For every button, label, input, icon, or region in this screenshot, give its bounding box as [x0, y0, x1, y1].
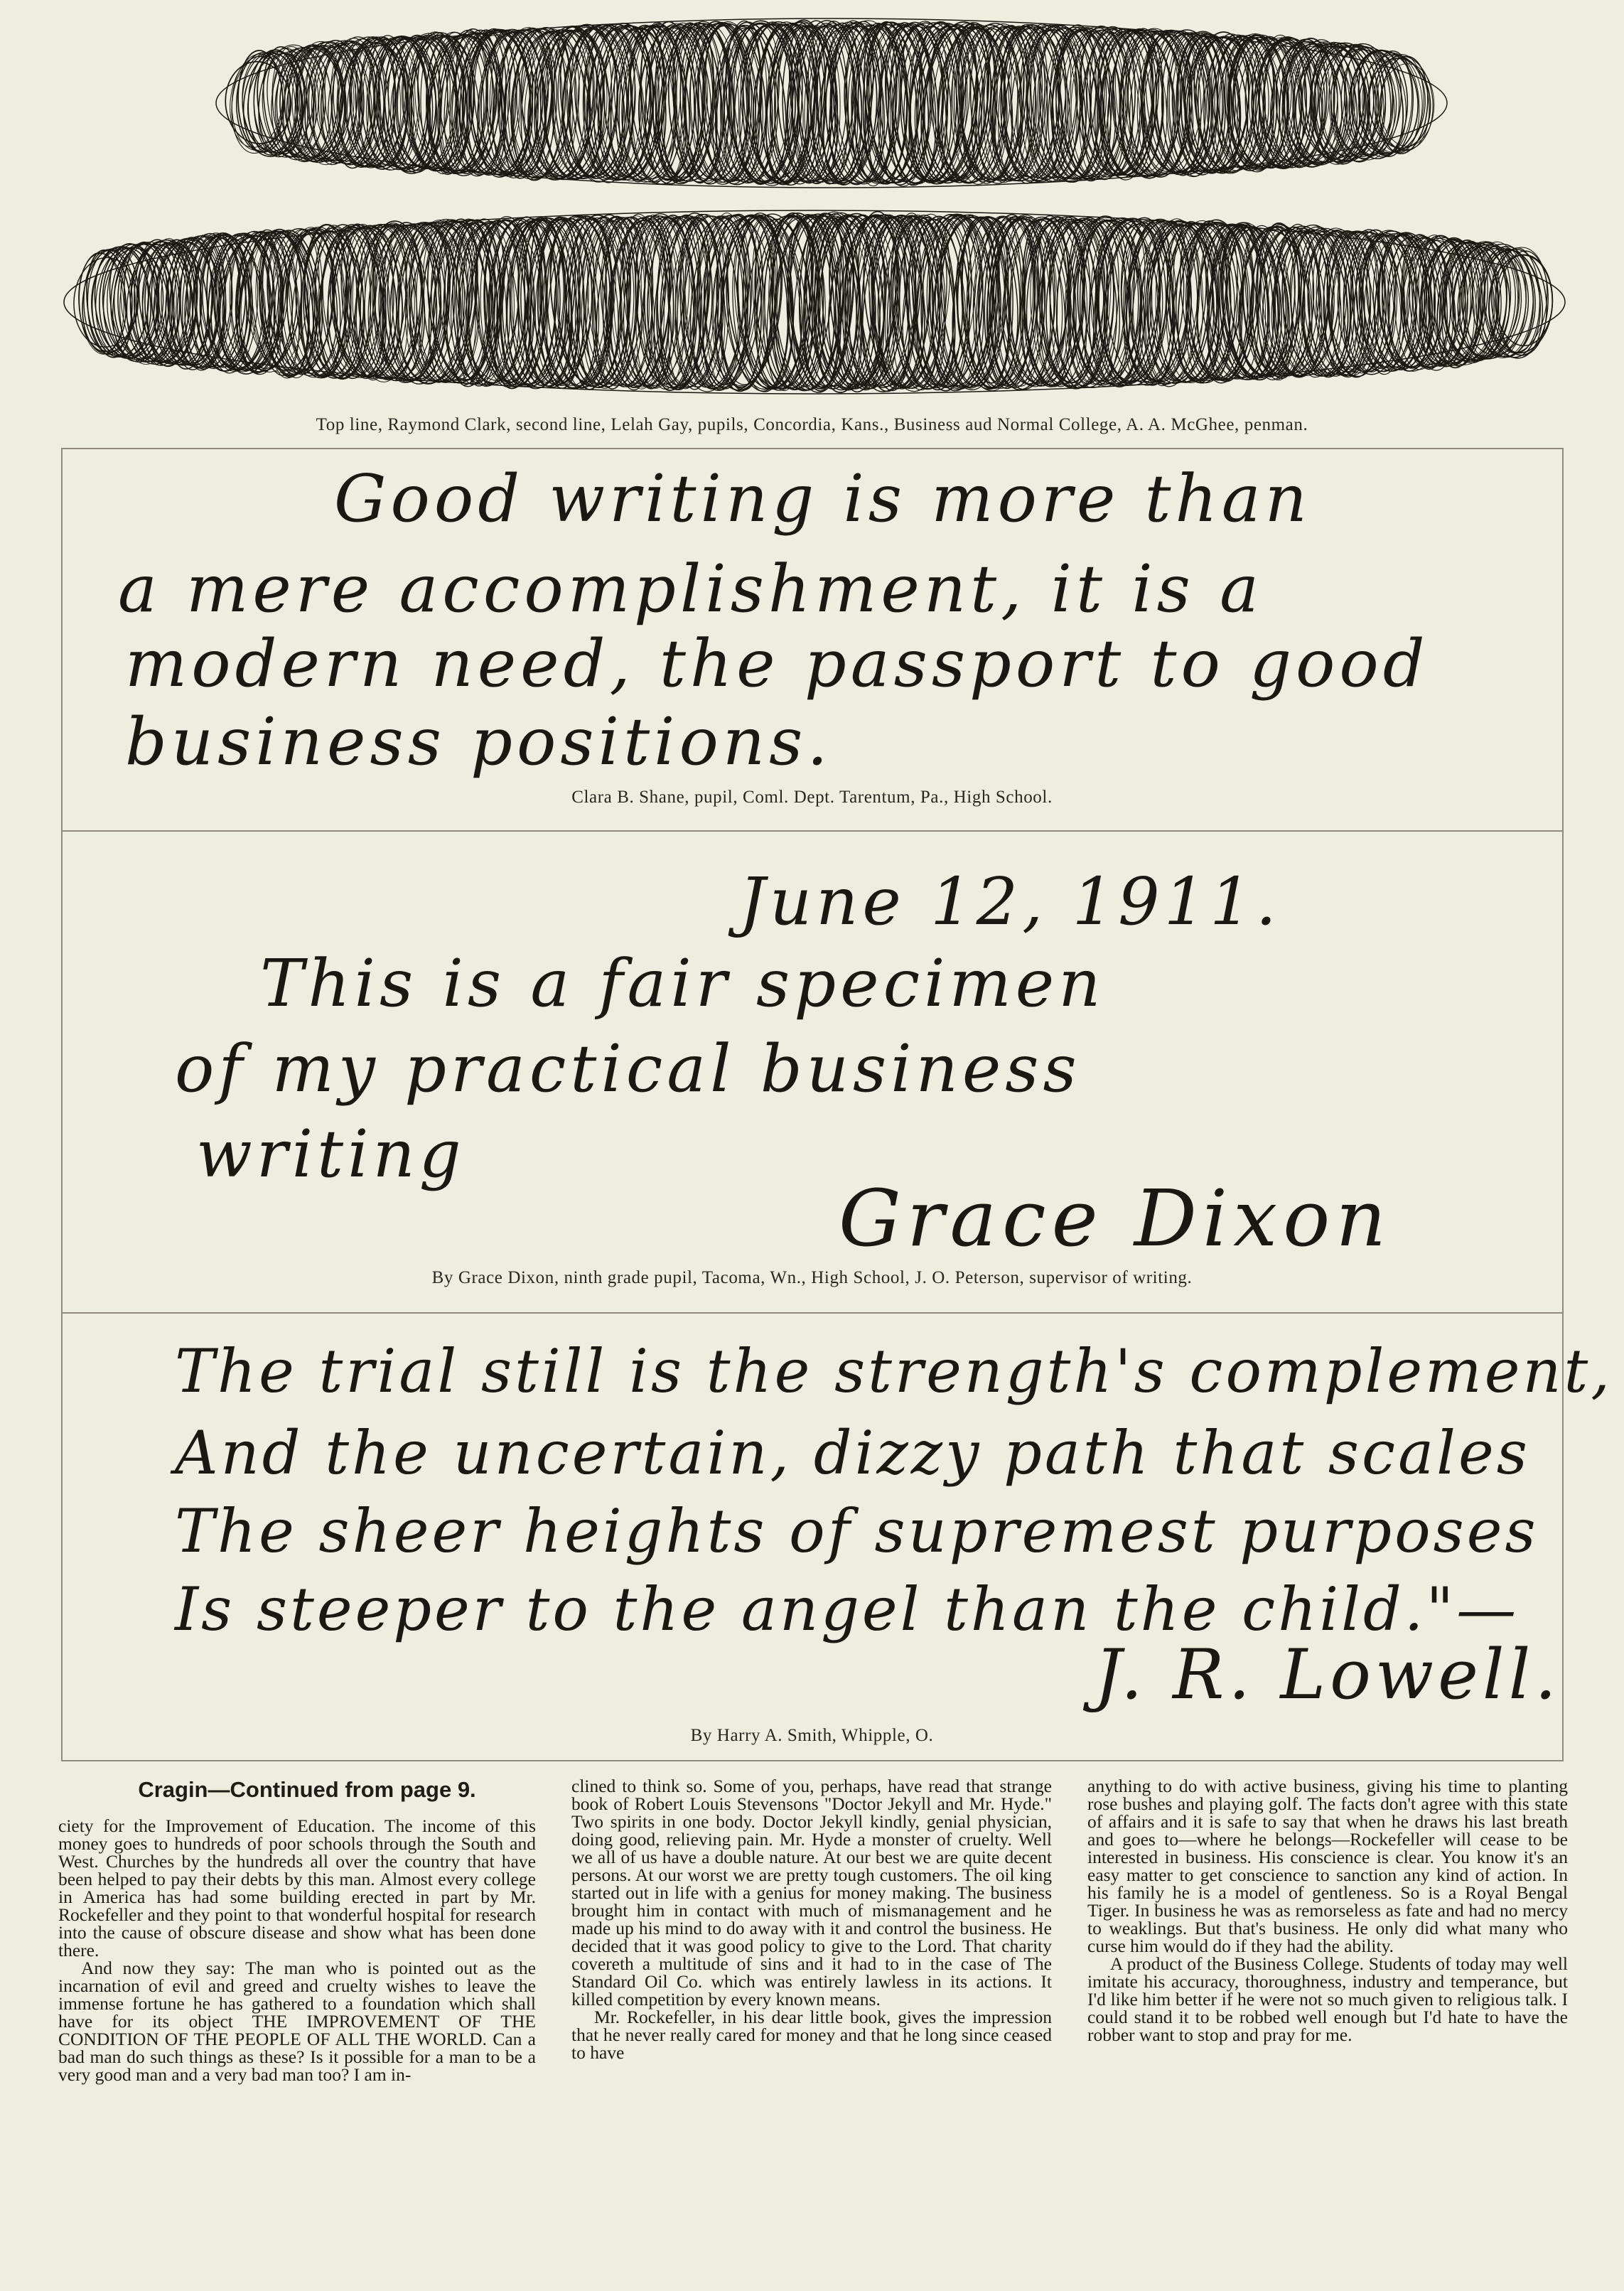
specimen-1-caption: Clara B. Shane, pupil, Coml. Dept. Tarentum, Pa., High School. — [571, 788, 1053, 807]
article-title: Cragin—Continued from page 9. — [138, 1777, 476, 1802]
specimen-2-line-2: of my practical business — [175, 1031, 1081, 1107]
oval-drill-bottom — [61, 206, 1568, 398]
specimen-3-line-4: Is steeper to the angel than the child."— — [175, 1574, 1520, 1644]
divider-1 — [61, 830, 1564, 832]
specimen-2-line-3: writing — [196, 1116, 466, 1192]
specimen-2-caption: By Grace Dixon, ninth grade pupil, Tacoma, Wn., High School, J. O. Peterson, supervisor of writing. — [431, 1268, 1193, 1287]
specimen-2-date: June 12, 1911. — [739, 864, 1281, 940]
specimen-3-signature: J. R. Lowell. — [1095, 1635, 1561, 1715]
article-column-2 — [571, 1777, 1052, 2061]
frame-bottom-rule — [61, 1760, 1564, 1761]
specimen-3-line-3: The sheer heights of supremest purposes — [175, 1496, 1539, 1566]
specimen-3-line-1: The trial still is the strength's complement, — [175, 1336, 1613, 1406]
drills-caption: Top line, Raymond Clark, second line, Lelah Gay, pupils, Concordia, Kans., Business aud Normal College, A. A. McGhee, penman. — [316, 415, 1308, 434]
specimen-2-line-1: This is a fair specimen — [260, 945, 1105, 1021]
divider-2 — [61, 1312, 1564, 1314]
specimen-1-line-2: a mere accomplishment, it is a — [118, 551, 1263, 627]
col1-para-1: ciety for the Improvement of Education. The income of this money goes to hundreds of poor schools through the South and West. Churches by the hundreds all over the country that have been helped to pay their debts by this man. Almost every college in America has had some building erected in part by Mr. Rockefeller and they point to that wonderful hospital for research into the cause of obscure disease and show what has been done there. — [58, 1815, 536, 1960]
article-column-3 — [1087, 1777, 1568, 2044]
oval-drill-top — [213, 14, 1450, 192]
col3-para-2: A product of the Business College. Students of today may well imitate his accuracy, thoroughness, industry and temperance, but I'd like him better if he were not so much given to religious talk. I could stand it to be robbed well enough but I'd hate to have the robber want to stop and pray for me. — [1087, 1953, 1568, 2045]
col3-para-1: anything to do with active business, giving his time to planting rose bushes and playing golf. The facts don't agree with this state of affairs and it is safe to say that when he draws his last breath and goes to—where he belongs—Rockefeller will cease to be interested in business. His conscience is clear. You know it's an easy matter to get conscience to sanction any kind of action. In his family he is a model of gentleness. So is a Royal Bengal Tiger. In business he was as remorseless as fate and had no mercy to weaklings. But that's business. He only did what many who curse him would do if they had the ability. — [1087, 1776, 1568, 1956]
col2-para-2: Mr. Rockefeller, in his dear little book, gives the impression that he never really cared for money and that he long since ceased to have — [571, 2007, 1052, 2063]
article-column-1 — [58, 1817, 536, 2083]
specimen-1-line-4: business positions. — [125, 704, 832, 780]
specimen-3-line-2: And the uncertain, dizzy path that scales — [175, 1418, 1530, 1488]
col2-para-1: clined to think so. Some of you, perhaps, have read that strange book of Robert Louis Stevensons "Doctor Jekyll and Mr. Hyde." Two spirits in one body. Doctor Jekyll kindly, genial physician, doing good, relieving pain. Mr. Hyde a monster of cruelty. Well we all of us have a double nature. At our best we are quite decent persons. At our worst we are pretty tough customers. The oil king started out in life with a genius for money making. The business brought him in contact with much of mismanagement and he made up his mind to do away with it and control the business. He decided that it was good policy to give to the Lord. That charity covereth a multitude of sins and it had to in the case of The Standard Oil Co. which was entirely lawless in its actions. It killed competition by every known means. — [571, 1776, 1052, 2010]
specimen-2-signature: Grace Dixon — [839, 1173, 1392, 1264]
specimen-1-line-3: modern need, the passport to good — [125, 626, 1429, 702]
specimen-3-caption: By Harry A. Smith, Whipple, O. — [690, 1726, 934, 1745]
col1-para-2: And now they say: The man who is pointed out as the incarnation of evil and greed and cruelty wishes to leave the immense fortune he has gathered to a foundation which shall have for its object THE IMPROVEMENT OF THE CONDITION OF THE PEOPLE OF ALL THE WORLD. Can a bad man do such things as these? Is it possible for a man to be a very good man and a very bad man too? I am in- — [58, 1958, 536, 2085]
specimen-1-line-1: Good writing is more than — [334, 461, 1311, 537]
